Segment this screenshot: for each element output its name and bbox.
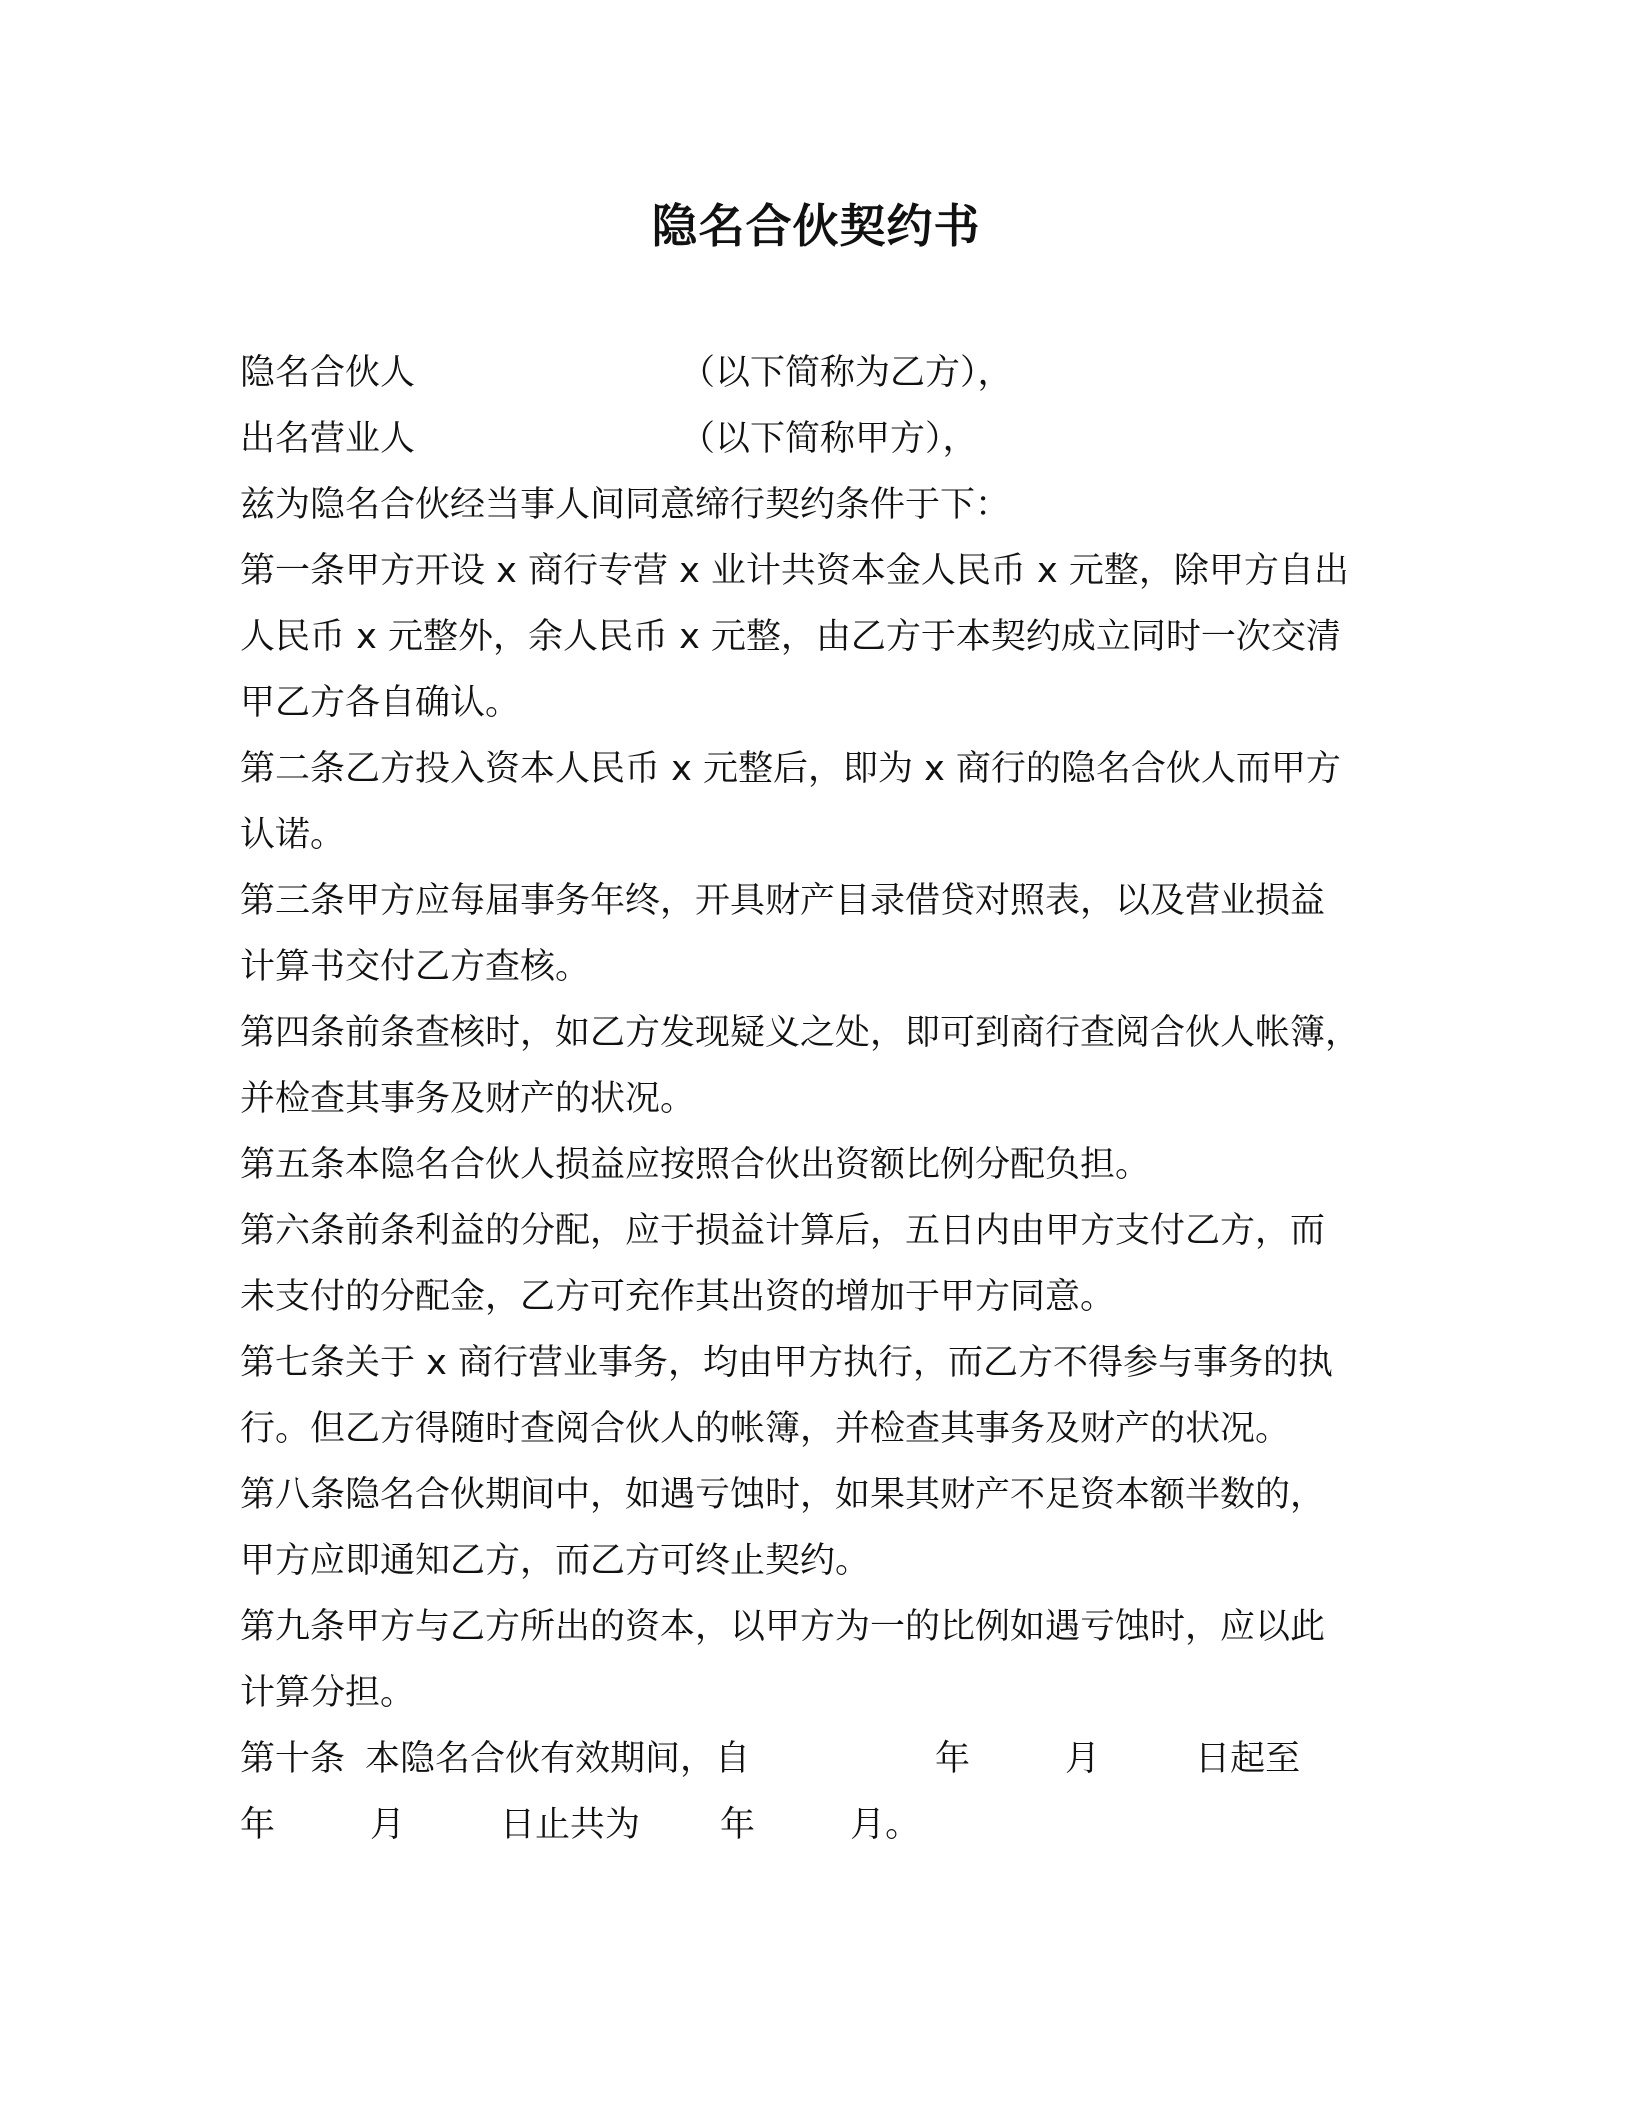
clause-9-line-2: 计算分担。 [240,1673,416,1713]
clause-4-line-1: 第四条前条查核时，如乙方发现疑义之处，即可到商行查阅合伙人帐簿， [240,1013,1361,1053]
clause-10-end-day: 日止共为 [500,1805,641,1845]
clause-6-line-1: 第六条前条利益的分配，应于损益计算后，五日内由甲方支付乙方，而 [240,1211,1326,1251]
clause-10-start-day: 日起至 [1195,1739,1301,1779]
clause-2-line-2: 认诺。 [240,815,346,855]
clause-5-line-1: 第五条本隐名合伙人损益应按照合伙出资额比例分配负担。 [240,1145,1151,1185]
clause-10-line-1 [240,1726,1395,1792]
party-b-line [240,340,1395,406]
clauses-list [240,538,1395,1726]
clause-10-start-year: 年 [935,1739,971,1779]
clause-8-line-2: 甲方应即通知乙方，而乙方可终止契约。 [240,1541,871,1581]
clause-1-line-3: 甲乙方各自确认。 [240,683,521,723]
clause-10-duration-month: 月。 [850,1805,921,1845]
clause-9-line-1: 第九条甲方与乙方所出的资本，以甲方为一的比例如遇亏蚀时，应以此 [240,1607,1326,1647]
document-title: 隐名合伙契约书 [651,199,981,253]
clause-2-line-1: 第二条乙方投入资本人民币 x 元整后，即为 x 商行的隐名合伙人而甲方 [240,749,1341,789]
party-a-label: 出名营业人 [240,419,416,459]
clause-7-line-1: 第七条关于 x 商行营业事务，均由甲方执行，而乙方不得参与事务的执 [240,1343,1333,1383]
party-a-line [240,406,1395,472]
party-b-label: 隐名合伙人 [240,353,416,393]
clause-8-line-1: 第八条隐名合伙期间中，如遇亏蚀时，如果其财产不足资本额半数的， [240,1475,1326,1515]
clause-3-line-1: 第三条甲方应每届事务年终，开具财产目录借贷对照表，以及营业损益 [240,881,1326,921]
document-body [240,340,1395,1858]
clause-1-line-2: 人民币 x 元整外，余人民币 x 元整，由乙方于本契约成立同时一次交清 [240,617,1341,657]
clause-10-duration-year: 年 [720,1805,756,1845]
clause-10-end-month: 月 [370,1805,406,1845]
clause-3-line-2: 计算书交付乙方查核。 [240,947,591,987]
intro-line: 兹为隐名合伙经当事人间同意缔行契约条件于下： [240,485,1011,525]
clause-10-end-year: 年 [240,1805,276,1845]
clause-10-head: 第十条 [240,1739,346,1779]
clause-10-line-2 [240,1792,1395,1858]
clause-7-line-2: 行。但乙方得随时查阅合伙人的帐簿，并检查其事务及财产的状况。 [240,1409,1291,1449]
clause-4-line-2: 并检查其事务及财产的状况。 [240,1079,696,1119]
clause-1-line-1: 第一条甲方开设 x 商行专营 x 业计共资本金人民币 x 元整，除甲方自出 [240,551,1349,591]
party-b-note: （以下简称为乙方）， [680,353,1013,393]
clause-6-line-2: 未支付的分配金，乙方可充作其出资的增加于甲方同意。 [240,1277,1116,1317]
party-a-note: （以下简称甲方）， [680,419,978,459]
clause-10-text: 本隐名合伙有效期间，自 [365,1739,751,1779]
clause-10-start-month: 月 [1065,1739,1101,1779]
